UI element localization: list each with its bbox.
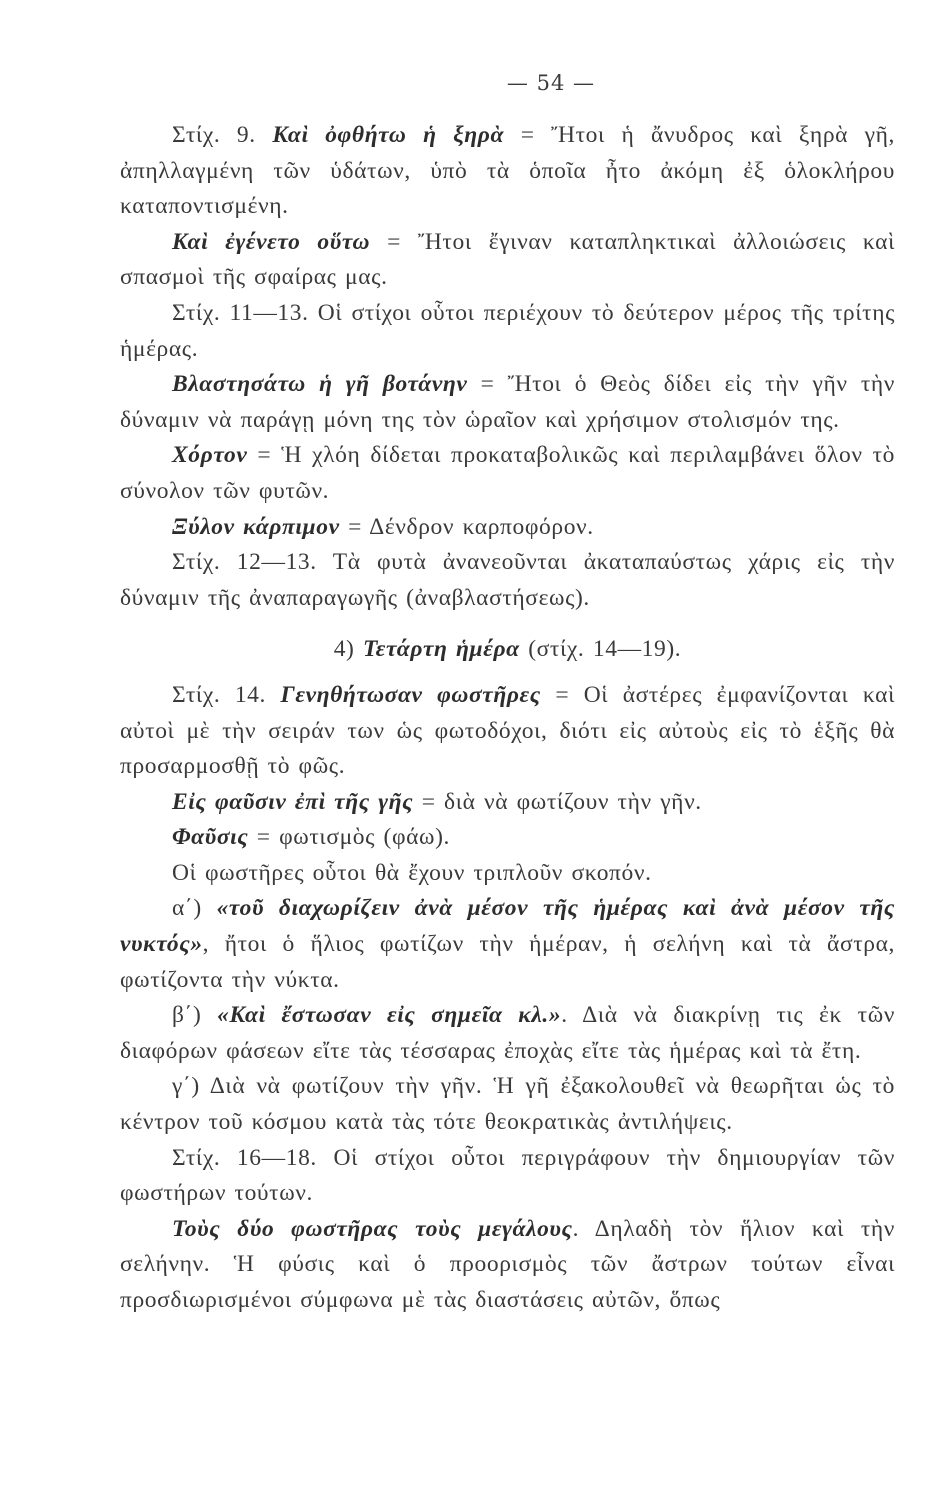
keyword: Γενηθήτωσαν φωστῆρες: [280, 681, 541, 708]
paragraph: Στίχ. 9. Καὶ ὀφθήτω ἡ ξηρὰ = Ἤτοι ἡ ἄνυδρος καὶ ξηρὰ γῆ, ἀπηλλαγμένη τῶν ὑδάτων, ὑπὸ τὰ ὁποῖα ἦτο ἀκόμη ἐξ ὁλοκλήρου καταποντισμένη.: [120, 122, 895, 220]
paragraph: Εἰς φαῦσιν ἐπὶ τῆς γῆς = διὰ νὰ φωτίζουν τὴν γῆν.: [172, 788, 702, 815]
paragraph: Τοὺς δύο φωστῆρας τοὺς μεγάλους. Δηλαδὴ τὸν ἥλιον καὶ τὴν σελήνην. Ἡ φύσις καὶ ὁ προορισμὸς τῶν ἄστρων τούτων εἶναι προσδιωρισμένοι σύμφωνα μὲ τὰς διαστάσεις αὐτῶν, ὅπως: [120, 1215, 895, 1313]
keyword: Καὶ ἐγένετο οὕτω: [172, 228, 371, 255]
paragraph: γ΄) Διὰ νὰ φωτίζουν τὴν γῆν. Ἡ γῆ ἐξακολουθεῖ νὰ θεωρῆται ὡς τὸ κέντρον τοῦ κόσμου κατὰ τὰς τότε θεοκρατικὰς ἀντιλήψεις.: [120, 1073, 895, 1136]
paragraph: Στίχ. 16—18. Οἱ στίχοι οὗτοι περιγράφουν τὴν δημιουργίαν τῶν φωστήρων τούτων.: [120, 1144, 895, 1207]
keyword: Εἰς φαῦσιν ἐπὶ τῆς γῆς: [172, 788, 414, 815]
paragraph: α΄) «τοῦ διαχωρίζειν ἀνὰ μέσον τῆς ἡμέρας καὶ ἀνὰ μέσον τῆς νυκτός», ἤτοι ὁ ἥλιος φωτίζων τὴν ἡμέραν, ἡ σελήνη καὶ τὰ ἄστρα, φωτίζοντα τὴν νύκτα.: [120, 895, 895, 993]
keyword: Φαῦσις: [172, 824, 249, 851]
paragraph: Βλαστησάτω ἡ γῆ βοτάνην = Ἤτοι ὁ Θεὸς δίδει εἰς τὴν γῆν τὴν δύναμιν νὰ παράγῃ μόνη της τὸν ὡραῖον καὶ χρήσιμον στολισμόν της.: [120, 371, 896, 433]
keyword: «τοῦ διαχωρίζειν ἀνὰ μέσον τῆς ἡμέρας καὶ ἀνὰ μέσον τῆς νυκτός»: [120, 895, 895, 958]
keyword: Βλαστησάτω ἡ γῆ βοτάνην: [172, 371, 468, 398]
page-body: [120, 118, 895, 1319]
paragraph: Καὶ ἐγένετο οὕτω = Ἤτοι ἔγιναν καταπληκτικαὶ ἀλλοιώσεις καὶ σπασμοὶ τῆς σφαίρας μας.: [120, 228, 895, 291]
keyword: Τετάρτη ἡμέρα: [362, 636, 520, 663]
keyword: Τοὺς δύο φωστῆρας τοὺς μεγάλους: [172, 1215, 573, 1242]
paragraph: Στίχ. 11—13. Οἱ στίχοι οὗτοι περιέχουν τὸ δεύτερον μέρος τῆς τρίτης ἡμέρας.: [120, 299, 895, 362]
paragraph: Στίχ. 14. Γενηθήτωσαν φωστῆρες = Οἱ ἀστέρες ἐμφανίζονται καὶ αὐτοὶ μὲ τὴν σειράν των ὡς φωτοδόχοι, διότι εἰς αὐτοὺς εἰς τὸ ἑξῆς θὰ προσαρμοσθῇ τὸ φῶς.: [120, 681, 895, 780]
keyword: «Καὶ ἔστωσαν εἰς σημεῖα κλ.»: [217, 1002, 562, 1029]
paragraph: β΄) «Καὶ ἔστωσαν εἰς σημεῖα κλ.». Διὰ νὰ διακρίνῃ τις ἐκ τῶν διαφόρων φάσεων εἴτε τὰς τέσσαρας ἐποχὰς εἴτε τὰς ἡμέρας καὶ τὰ ἔτη.: [120, 1002, 895, 1064]
paragraph: Οἱ φωστῆρες οὗτοι θὰ ἔχουν τριπλοῦν σκοπόν.: [172, 859, 652, 886]
keyword: Ξύλον κάρπιμον: [172, 513, 340, 540]
paragraph: Ξύλον κάρπιμον = Δένδρον καρποφόρον.: [172, 513, 594, 540]
paragraph: Στίχ. 12—13. Τὰ φυτὰ ἀνανεοῦνται ἀκαταπαύστως χάρις εἰς τὴν δύναμιν τῆς ἀναπαραγωγῆς (ἀναβλαστήσεως).: [120, 549, 895, 611]
keyword: Χόρτον: [172, 442, 248, 469]
keyword: Καὶ ὀφθήτω ἡ ξηρὰ: [272, 122, 505, 148]
page-number: — 54 —: [506, 71, 595, 95]
paragraph: Φαῦσις = φωτισμὸς (φάω).: [172, 824, 450, 851]
paragraph: Χόρτον = Ἡ χλόη δίδεται προκαταβολικῶς καὶ περιλαμβάνει ὅλον τὸ σύνολον τῶν φυτῶν.: [120, 442, 895, 504]
section-heading: 4) Τετάρτη ἡμέρα (στίχ. 14—19).: [333, 636, 682, 663]
